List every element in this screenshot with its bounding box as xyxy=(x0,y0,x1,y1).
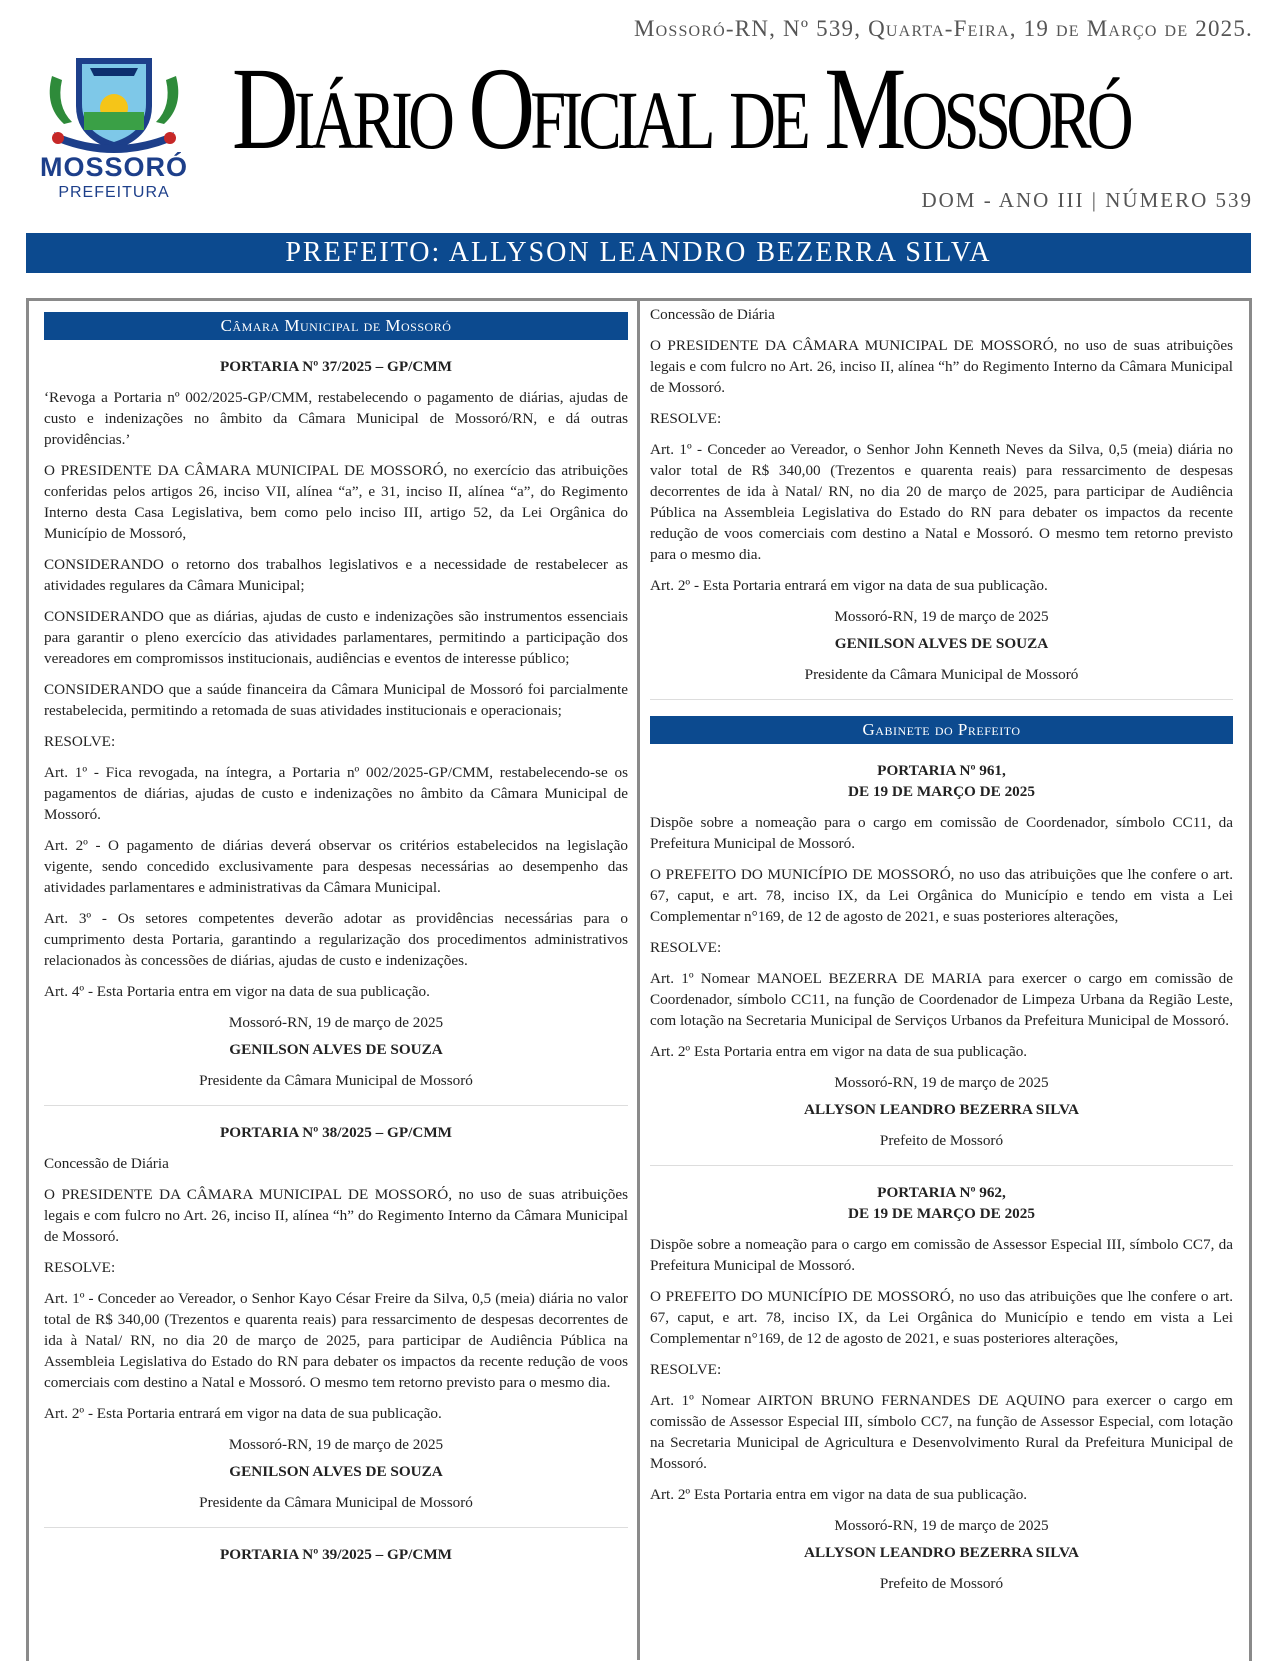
separator xyxy=(650,699,1233,700)
issue-number: DOM - ANO III | NÚMERO 539 xyxy=(921,188,1253,212)
masthead-title: Diário Oficial de Mossoró xyxy=(232,43,1129,174)
paragraph: O PREFEITO DO MUNICÍPIO DE MOSSORÓ, no uso das atribuições que lhe confere o art. 67, caput, e art. 78, inciso IX, da Lei Orgânica do Município e tendo em vista a Lei Complementar n°169, de 12 de agosto de 2021, e suas posteriores alterações, xyxy=(650,1288,1233,1347)
paragraph: RESOLVE: xyxy=(650,939,722,956)
paragraph: Art. 4º - Esta Portaria entra em vigor na data de sua publicação. xyxy=(44,983,430,1000)
signature-date: Mossoró-RN, 19 de março de 2025 xyxy=(228,1436,444,1453)
logo-city-name: MOSSORÓ xyxy=(39,152,188,182)
paragraph: Art. 2º - O pagamento de diárias deverá observar os critérios estabelecidos na legislação vigente, sendo concedido exclusivamente para despesas necessárias ao desempenho das atividades parlamentares e administrativas da Câmara Municipal. xyxy=(44,837,628,896)
issue-dateline: Mossoró-RN, Nº 539, Quarta-Feira, 19 de Março de 2025. xyxy=(633,16,1253,41)
paragraph: O PRESIDENTE DA CÂMARA MUNICIPAL DE MOSSORÓ, no uso de suas atribuições legais e com fulcro no Art. 26, inciso II, alínea “h” do Regimento Interno da Câmara Municipal de Mossoró. xyxy=(650,337,1233,396)
signature-date: Mossoró-RN, 19 de março de 2025 xyxy=(228,1014,444,1031)
paragraph: Concessão de Diária xyxy=(650,306,775,323)
paragraph: Art. 1º - Conceder ao Vereador, o Senhor John Kenneth Neves da Silva, 0,5 (meia) diária no valor total de R$ 340,00 (Trezentos e quarenta reais) para ressarcimento de despesas decorrentes de ida à Natal/ RN, no dia 20 de março de 2025, para participar de Audiência Pública na Assembleia Legislativa do Estado do RN para debater os impactos da recente redução de voos comerciais com destino a Natal e Mossoró. O mesmo tem retorno previsto para o mesmo dia. xyxy=(650,441,1233,563)
portaria-37-title: PORTARIA Nº 37/2025 – GP/CMM xyxy=(220,358,452,375)
column-divider xyxy=(637,300,640,1660)
paragraph: RESOLVE: xyxy=(650,1361,722,1378)
paragraph: CONSIDERANDO que as diárias, ajudas de custo e indenizações são instrumentos essenciais para garantir o pleno exercício das atividades parlamentares, permitindo a participação dos vereadores em compromissos institucionais, audiências e eventos de interesse público; xyxy=(44,608,628,667)
right-column xyxy=(650,304,1233,1604)
signer-name: GENILSON ALVES DE SOUZA xyxy=(229,1463,443,1480)
portaria-961-date-title: DE 19 DE MARÇO DE 2025 xyxy=(848,783,1035,800)
paragraph: Art. 2º - Esta Portaria entrará em vigor na data de sua publicação. xyxy=(650,577,1048,594)
signer-role: Presidente da Câmara Municipal de Mossoró xyxy=(199,1072,473,1089)
paragraph: Art. 1º - Fica revogada, na íntegra, a Portaria nº 002/2025-GP/CMM, restabelecendo-se os pagamentos de diárias, ajudas de custo e indenizações no âmbito da Câmara Municipal de Mossoró. xyxy=(44,764,628,823)
paragraph: CONSIDERANDO o retorno dos trabalhos legislativos e a necessidade de restabelecer as atividades regulares da Câmara Municipal; xyxy=(44,556,628,594)
logo-subtitle: PREFEITURA xyxy=(58,184,170,201)
paragraph: Art. 1º Nomear AIRTON BRUNO FERNANDES DE AQUINO para exercer o cargo em comissão de Assessor Especial III, símbolo CC7, na função de Assessor Especial, com lotação na Secretaria Municipal de Agricultura e Desenvolvimento Rural da Prefeitura Municipal de Mossoró. xyxy=(650,1392,1233,1472)
signature-date: Mossoró-RN, 19 de março de 2025 xyxy=(834,1517,1049,1534)
signer-role: Prefeito de Mossoró xyxy=(879,1132,1004,1149)
paragraph: Art. 2º Esta Portaria entra em vigor na data de sua publicação. xyxy=(650,1043,1028,1060)
section-header-camara: Câmara Municipal de Mossoró xyxy=(44,312,628,340)
paragraph: O PRESIDENTE DA CÂMARA MUNICIPAL DE MOSSORÓ, no exercício das atribuições conferidas pelos artigos 26, inciso VII, alínea “a”, e 31, inciso II, alínea “a”, do Regimento Interno desta Casa Legislativa, bem como pelo inciso III, artigo 52, da Lei Orgânica do Município de Mossoró, xyxy=(44,462,628,542)
left-column xyxy=(44,304,628,1575)
paragraph: Art. 2º - Esta Portaria entrará em vigor na data de sua publicação. xyxy=(44,1405,442,1422)
signer-name: GENILSON ALVES DE SOUZA xyxy=(834,635,1049,652)
signature-date: Mossoró-RN, 19 de março de 2025 xyxy=(834,608,1049,625)
signer-name: GENILSON ALVES DE SOUZA xyxy=(229,1041,443,1058)
mayor-banner: PREFEITO: ALLYSON LEANDRO BEZERRA SILVA xyxy=(26,233,1251,273)
paragraph: RESOLVE: xyxy=(44,733,116,750)
paragraph: RESOLVE: xyxy=(44,1259,116,1276)
signature-date: Mossoró-RN, 19 de março de 2025 xyxy=(834,1074,1049,1091)
signer-name: ALLYSON LEANDRO BEZERRA SILVA xyxy=(803,1544,1080,1561)
paragraph: Art. 2º Esta Portaria entra em vigor na data de sua publicação. xyxy=(650,1486,1028,1503)
portaria-962-date-title: DE 19 DE MARÇO DE 2025 xyxy=(848,1205,1035,1222)
paragraph: Dispõe sobre a nomeação para o cargo em comissão de Assessor Especial III, símbolo CC7, da Prefeitura Municipal de Mossoró. xyxy=(650,1236,1233,1274)
paragraph: Art. 1º - Conceder ao Vereador, o Senhor Kayo César Freire da Silva, 0,5 (meia) diária no valor total de R$ 340,00 (Trezentos e quarenta reais) para ressarcimento de despesas decorrentes de ida à Natal/ RN, no dia 20 de março de 2025, para participar de Audiência Pública na Assembleia Legislativa do Estado do RN para debater os impactos da recente redução de voos comerciais com destino a Natal e Mossoró. O mesmo tem retorno previsto para o mesmo dia. xyxy=(44,1290,628,1391)
paragraph: Concessão de Diária xyxy=(44,1155,169,1172)
paragraph: CONSIDERANDO que a saúde financeira da Câmara Municipal de Mossoró foi parcialmente restabelecida, permitindo a retomada de suas atividades institucionais e operacionais; xyxy=(44,681,628,719)
paragraph: ‘Revoga a Portaria nº 002/2025-GP/CMM, restabelecendo o pagamento de diárias, ajudas de custo e indenizações no âmbito da Câmara Municipal de Mossoró/RN, e dá outras providências.’ xyxy=(44,389,628,448)
signer-role: Presidente da Câmara Municipal de Mossoró xyxy=(199,1494,473,1511)
separator xyxy=(650,1165,1233,1166)
paragraph: RESOLVE: xyxy=(650,410,722,427)
paragraph: Art. 3º - Os setores competentes deverão adotar as providências necessárias para o cumprimento desta Portaria, garantindo a regularização dos procedimentos administrativos relacionados às concessões de diárias, ajudas de custo e indenizações. xyxy=(44,910,628,969)
section-header-gabinete: Gabinete do Prefeito xyxy=(650,716,1233,744)
portaria-38-title: PORTARIA Nº 38/2025 – GP/CMM xyxy=(220,1124,452,1141)
paragraph: O PREFEITO DO MUNICÍPIO DE MOSSORÓ, no uso das atribuições que lhe confere o art. 67, caput, e art. 78, inciso IX, da Lei Orgânica do Município e tendo em vista a Lei Complementar n°169, de 12 de agosto de 2021, e suas posteriores alterações, xyxy=(650,866,1233,925)
separator xyxy=(44,1527,628,1528)
portaria-961-title: PORTARIA Nº 961, xyxy=(877,762,1006,779)
signer-role: Presidente da Câmara Municipal de Mossoró xyxy=(804,666,1079,683)
paragraph: Dispõe sobre a nomeação para o cargo em comissão de Coordenador, símbolo CC11, da Prefeitura Municipal de Mossoró. xyxy=(650,814,1233,852)
paragraph: Art. 1º Nomear MANOEL BEZERRA DE MARIA para exercer o cargo em comissão de Coordenador, símbolo CC11, na função de Coordenador de Limpeza Urbana da Região Leste, com lotação na Secretaria Municipal de Serviços Urbanos da Prefeitura Municipal de Mossoró. xyxy=(650,970,1233,1029)
portaria-962-title: PORTARIA Nº 962, xyxy=(877,1184,1006,1201)
separator xyxy=(44,1105,628,1106)
signer-role: Prefeito de Mossoró xyxy=(879,1575,1004,1592)
paragraph: O PRESIDENTE DA CÂMARA MUNICIPAL DE MOSSORÓ, no uso de suas atribuições legais e com fulcro no Art. 26, inciso II, alínea “h” do Regimento Interno da Câmara Municipal de Mossoró. xyxy=(44,1186,628,1245)
portaria-39-title: PORTARIA Nº 39/2025 – GP/CMM xyxy=(220,1546,452,1563)
signer-name: ALLYSON LEANDRO BEZERRA SILVA xyxy=(803,1101,1080,1118)
